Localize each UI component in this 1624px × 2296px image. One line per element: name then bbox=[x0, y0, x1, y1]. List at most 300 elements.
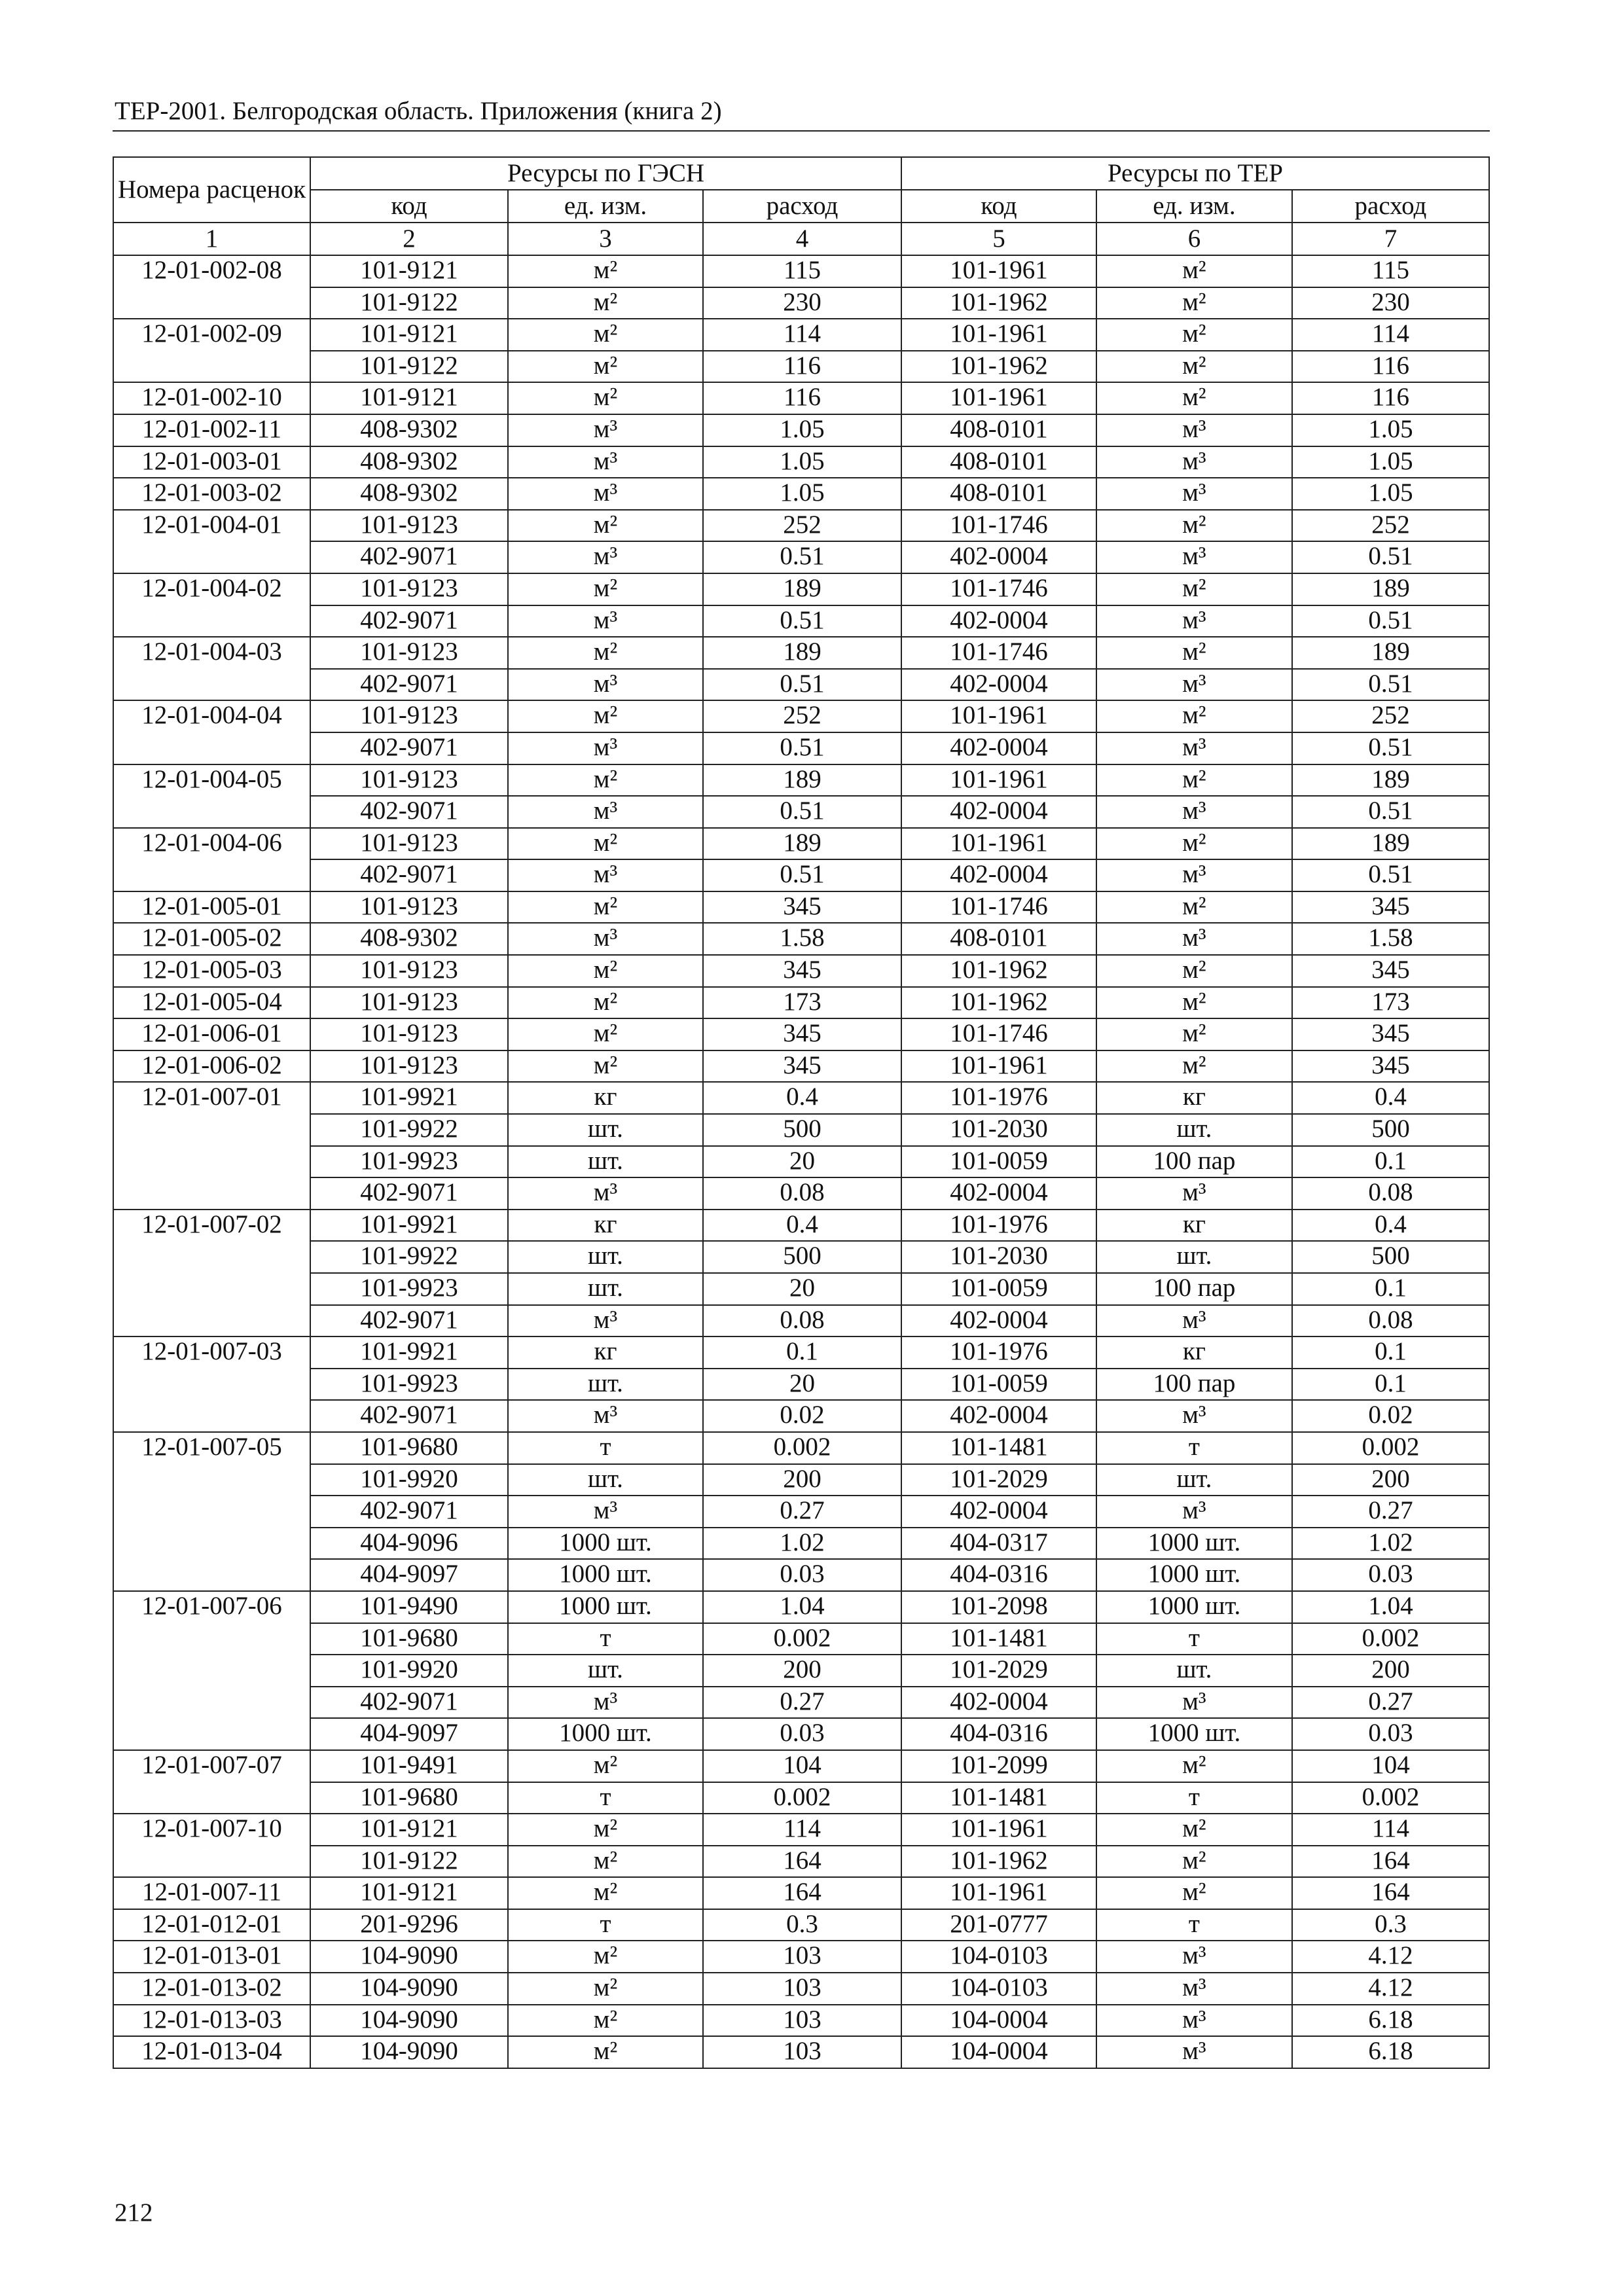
gesn-unit-cell: м³ bbox=[508, 414, 703, 446]
ter-consumption-cell: 1.04 bbox=[1292, 1591, 1489, 1623]
gesn-unit-cell: шт. bbox=[508, 1241, 703, 1273]
gesn-code-cell: 101-9123 bbox=[310, 987, 508, 1019]
gesn-consumption-cell: 345 bbox=[703, 1050, 901, 1083]
table-row bbox=[113, 1273, 1489, 1305]
gesn-unit-cell: м² bbox=[508, 891, 703, 924]
table-row bbox=[113, 1050, 1489, 1083]
gesn-unit-cell: 1000 шт. bbox=[508, 1718, 703, 1750]
rate-number: 12-01-006-02 bbox=[113, 1050, 310, 1083]
ter-code-cell: 101-1961 bbox=[901, 319, 1096, 351]
table-row bbox=[113, 351, 1489, 383]
ter-unit-cell: м² bbox=[1096, 828, 1292, 860]
gesn-unit-cell: м³ bbox=[508, 541, 703, 573]
ter-code-cell: 101-2030 bbox=[901, 1114, 1096, 1146]
ter-unit-cell: кг bbox=[1096, 1336, 1292, 1369]
ter-code-cell: 408-0101 bbox=[901, 414, 1096, 446]
gesn-consumption-cell: 20 bbox=[703, 1146, 901, 1178]
ter-unit-cell: м² bbox=[1096, 987, 1292, 1019]
ter-consumption-cell: 0.1 bbox=[1292, 1336, 1489, 1369]
gesn-consumption-cell: 189 bbox=[703, 764, 901, 797]
gesn-consumption-cell: 104 bbox=[703, 1750, 901, 1782]
ter-consumption-cell: 0.02 bbox=[1292, 1400, 1489, 1432]
ter-code-cell: 402-0004 bbox=[901, 859, 1096, 891]
table-row bbox=[113, 732, 1489, 764]
gesn-consumption-cell: 0.08 bbox=[703, 1177, 901, 1210]
table-row bbox=[113, 1623, 1489, 1655]
ter-consumption-cell: 164 bbox=[1292, 1846, 1489, 1878]
ter-unit-cell: м³ bbox=[1096, 1941, 1292, 1973]
rate-number bbox=[113, 351, 310, 383]
ter-unit-cell: м² bbox=[1096, 573, 1292, 605]
gesn-code-cell: 101-9123 bbox=[310, 1018, 508, 1050]
gesn-unit-cell: кг bbox=[508, 1210, 703, 1242]
ter-code-cell: 101-2029 bbox=[901, 1464, 1096, 1496]
ter-consumption-cell: 189 bbox=[1292, 764, 1489, 797]
gesn-consumption-cell: 1.58 bbox=[703, 923, 901, 955]
gesn-code-cell: 404-9096 bbox=[310, 1528, 508, 1560]
gesn-code-cell: 101-9121 bbox=[310, 319, 508, 351]
gesn-code-header: код bbox=[310, 190, 508, 223]
ter-unit-cell: м² bbox=[1096, 319, 1292, 351]
ter-unit-cell: шт. bbox=[1096, 1464, 1292, 1496]
ter-code-header: код bbox=[901, 190, 1096, 223]
ter-consumption-cell: 0.002 bbox=[1292, 1623, 1489, 1655]
ter-unit-cell: т bbox=[1096, 1623, 1292, 1655]
ter-consumption-cell: 345 bbox=[1292, 1050, 1489, 1083]
rate-number: 12-01-004-04 bbox=[113, 700, 310, 732]
rate-number: 12-01-007-11 bbox=[113, 1877, 310, 1909]
gesn-code-cell: 402-9071 bbox=[310, 1400, 508, 1432]
gesn-consumption-cell: 189 bbox=[703, 828, 901, 860]
ter-unit-cell: м³ bbox=[1096, 1973, 1292, 2005]
gesn-consumption-cell: 0.51 bbox=[703, 541, 901, 573]
rate-number: 12-01-007-03 bbox=[113, 1336, 310, 1369]
ter-unit-header: ед. изм. bbox=[1096, 190, 1292, 223]
ter-consumption-cell: 114 bbox=[1292, 1814, 1489, 1846]
ter-unit-cell: м² bbox=[1096, 255, 1292, 287]
ter-unit-cell: м³ bbox=[1096, 1305, 1292, 1337]
table-row bbox=[113, 478, 1489, 510]
ter-unit-cell: кг bbox=[1096, 1082, 1292, 1114]
gesn-unit-cell: м² bbox=[508, 1973, 703, 2005]
rate-number: 12-01-006-01 bbox=[113, 1018, 310, 1050]
gesn-consumption-cell: 103 bbox=[703, 2005, 901, 2037]
ter-code-cell: 101-1976 bbox=[901, 1210, 1096, 1242]
ter-code-cell: 101-1961 bbox=[901, 1050, 1096, 1083]
ter-consumption-cell: 0.002 bbox=[1292, 1782, 1489, 1814]
gesn-consumption-cell: 0.27 bbox=[703, 1496, 901, 1528]
ter-unit-cell: м² bbox=[1096, 891, 1292, 924]
ter-unit-cell: м³ bbox=[1096, 414, 1292, 446]
ter-unit-cell: шт. bbox=[1096, 1114, 1292, 1146]
table-row bbox=[113, 859, 1489, 891]
gesn-consumption-cell: 252 bbox=[703, 510, 901, 542]
table-row bbox=[113, 1400, 1489, 1432]
gesn-unit-cell: т bbox=[508, 1909, 703, 1941]
column-number: 7 bbox=[1292, 223, 1489, 255]
gesn-code-cell: 101-9123 bbox=[310, 637, 508, 669]
ter-consumption-cell: 230 bbox=[1292, 287, 1489, 319]
ter-code-cell: 402-0004 bbox=[901, 1687, 1096, 1719]
ter-unit-cell: м³ bbox=[1096, 605, 1292, 637]
table-row bbox=[113, 414, 1489, 446]
ter-code-cell: 101-1976 bbox=[901, 1082, 1096, 1114]
ter-unit-cell: м³ bbox=[1096, 859, 1292, 891]
ter-code-cell: 101-1481 bbox=[901, 1782, 1096, 1814]
rate-number bbox=[113, 1528, 310, 1560]
ter-code-cell: 101-2030 bbox=[901, 1241, 1096, 1273]
table-row bbox=[113, 510, 1489, 542]
ter-unit-cell: м³ bbox=[1096, 732, 1292, 764]
table-row bbox=[113, 1814, 1489, 1846]
gesn-consumption-cell: 345 bbox=[703, 891, 901, 924]
ter-code-cell: 101-1961 bbox=[901, 1877, 1096, 1909]
ter-code-cell: 402-0004 bbox=[901, 1177, 1096, 1210]
ter-code-cell: 408-0101 bbox=[901, 478, 1096, 510]
ter-unit-cell: шт. bbox=[1096, 1241, 1292, 1273]
ter-code-cell: 402-0004 bbox=[901, 1400, 1096, 1432]
column-number: 4 bbox=[703, 223, 901, 255]
gesn-unit-cell: м³ bbox=[508, 669, 703, 701]
gesn-unit-cell: м³ bbox=[508, 605, 703, 637]
rate-number bbox=[113, 1655, 310, 1687]
table-row bbox=[113, 987, 1489, 1019]
gesn-code-cell: 101-9922 bbox=[310, 1114, 508, 1146]
gesn-consumption-cell: 0.002 bbox=[703, 1623, 901, 1655]
rate-number bbox=[113, 1559, 310, 1591]
ter-consumption-cell: 189 bbox=[1292, 573, 1489, 605]
ter-consumption-cell: 0.4 bbox=[1292, 1210, 1489, 1242]
running-header: ТЕР-2001. Белгородская область. Приложения (книга 2) bbox=[115, 97, 722, 125]
gesn-consumption-cell: 0.08 bbox=[703, 1305, 901, 1337]
ter-code-cell: 101-1962 bbox=[901, 287, 1096, 319]
ter-unit-cell: м² bbox=[1096, 351, 1292, 383]
gesn-unit-cell: м² bbox=[508, 2036, 703, 2068]
ter-consumption-cell: 0.51 bbox=[1292, 796, 1489, 828]
table-row bbox=[113, 1464, 1489, 1496]
column-number: 3 bbox=[508, 223, 703, 255]
gesn-unit-cell: т bbox=[508, 1432, 703, 1464]
gesn-consumption-cell: 0.002 bbox=[703, 1432, 901, 1464]
gesn-code-cell: 101-9123 bbox=[310, 573, 508, 605]
gesn-consumption-cell: 200 bbox=[703, 1464, 901, 1496]
table-row bbox=[113, 891, 1489, 924]
ter-consumption-cell: 500 bbox=[1292, 1114, 1489, 1146]
ter-consumption-cell: 104 bbox=[1292, 1750, 1489, 1782]
rate-number: 12-01-004-05 bbox=[113, 764, 310, 797]
ter-unit-cell: 100 пар bbox=[1096, 1146, 1292, 1178]
table-row bbox=[113, 605, 1489, 637]
gesn-unit-cell: м³ bbox=[508, 1177, 703, 1210]
gesn-unit-cell: м² bbox=[508, 255, 703, 287]
gesn-code-cell: 402-9071 bbox=[310, 541, 508, 573]
rate-number: 12-01-013-01 bbox=[113, 1941, 310, 1973]
table-row bbox=[113, 1591, 1489, 1623]
ter-unit-cell: м³ bbox=[1096, 796, 1292, 828]
rate-number: 12-01-007-07 bbox=[113, 1750, 310, 1782]
ter-consumption-cell: 6.18 bbox=[1292, 2005, 1489, 2037]
ter-unit-cell: м³ bbox=[1096, 478, 1292, 510]
table-row bbox=[113, 700, 1489, 732]
gesn-code-cell: 101-9680 bbox=[310, 1623, 508, 1655]
ter-code-cell: 101-1961 bbox=[901, 1814, 1096, 1846]
ter-code-cell: 101-1481 bbox=[901, 1623, 1096, 1655]
gesn-code-cell: 101-9923 bbox=[310, 1273, 508, 1305]
ter-code-cell: 101-1746 bbox=[901, 1018, 1096, 1050]
ter-code-cell: 402-0004 bbox=[901, 1305, 1096, 1337]
gesn-unit-cell: шт. bbox=[508, 1369, 703, 1401]
rate-number bbox=[113, 669, 310, 701]
gesn-consumption-cell: 0.27 bbox=[703, 1687, 901, 1719]
ter-consumption-cell: 200 bbox=[1292, 1655, 1489, 1687]
gesn-consumption-cell: 0.51 bbox=[703, 732, 901, 764]
gesn-code-cell: 408-9302 bbox=[310, 414, 508, 446]
gesn-code-cell: 101-9123 bbox=[310, 828, 508, 860]
gesn-code-cell: 104-9090 bbox=[310, 2036, 508, 2068]
gesn-consumption-cell: 116 bbox=[703, 382, 901, 414]
gesn-code-cell: 408-9302 bbox=[310, 446, 508, 478]
gesn-consumption-cell: 0.1 bbox=[703, 1336, 901, 1369]
ter-code-cell: 101-1962 bbox=[901, 987, 1096, 1019]
ter-consumption-cell: 0.08 bbox=[1292, 1305, 1489, 1337]
gesn-consumption-cell: 0.51 bbox=[703, 859, 901, 891]
ter-consumption-cell: 200 bbox=[1292, 1464, 1489, 1496]
gesn-consumption-cell: 103 bbox=[703, 1941, 901, 1973]
gesn-consumption-cell: 173 bbox=[703, 987, 901, 1019]
table-row bbox=[113, 1973, 1489, 2005]
rate-number bbox=[113, 1782, 310, 1814]
ter-code-cell: 101-1746 bbox=[901, 891, 1096, 924]
table-row bbox=[113, 382, 1489, 414]
gesn-consumption-cell: 500 bbox=[703, 1114, 901, 1146]
ter-consumption-cell: 0.51 bbox=[1292, 732, 1489, 764]
gesn-unit-cell: м² bbox=[508, 319, 703, 351]
gesn-unit-cell: кг bbox=[508, 1336, 703, 1369]
gesn-code-cell: 408-9302 bbox=[310, 923, 508, 955]
gesn-consumption-cell: 0.51 bbox=[703, 669, 901, 701]
gesn-unit-cell: м³ bbox=[508, 1305, 703, 1337]
table-row bbox=[113, 1305, 1489, 1337]
gesn-code-cell: 101-9123 bbox=[310, 764, 508, 797]
ter-code-cell: 101-2099 bbox=[901, 1750, 1096, 1782]
ter-unit-cell: 1000 шт. bbox=[1096, 1718, 1292, 1750]
gesn-unit-cell: м² bbox=[508, 573, 703, 605]
gesn-unit-cell: м² bbox=[508, 382, 703, 414]
ter-consumption-cell: 4.12 bbox=[1292, 1973, 1489, 2005]
gesn-consumption-cell: 345 bbox=[703, 1018, 901, 1050]
ter-unit-cell: м² bbox=[1096, 287, 1292, 319]
ter-unit-cell: м³ bbox=[1096, 923, 1292, 955]
gesn-code-cell: 402-9071 bbox=[310, 796, 508, 828]
table-row bbox=[113, 1846, 1489, 1878]
gesn-consumption-cell: 103 bbox=[703, 1973, 901, 2005]
gesn-unit-cell: 1000 шт. bbox=[508, 1528, 703, 1560]
rate-number bbox=[113, 605, 310, 637]
gesn-consumption-cell: 114 bbox=[703, 319, 901, 351]
ter-code-cell: 402-0004 bbox=[901, 796, 1096, 828]
gesn-consumption-cell: 0.3 bbox=[703, 1909, 901, 1941]
gesn-unit-cell: м² bbox=[508, 2005, 703, 2037]
gesn-unit-cell: м² bbox=[508, 1877, 703, 1909]
gesn-code-cell: 104-9090 bbox=[310, 2005, 508, 2037]
ter-consumption-cell: 345 bbox=[1292, 891, 1489, 924]
ter-consumption-cell: 4.12 bbox=[1292, 1941, 1489, 1973]
gesn-consumption-cell: 0.51 bbox=[703, 605, 901, 637]
gesn-code-cell: 101-9921 bbox=[310, 1210, 508, 1242]
ter-unit-cell: м² bbox=[1096, 1846, 1292, 1878]
rate-number bbox=[113, 732, 310, 764]
gesn-code-cell: 101-9490 bbox=[310, 1591, 508, 1623]
ter-group-header: Ресурсы по ТЕР bbox=[901, 157, 1489, 190]
gesn-consumption-cell: 116 bbox=[703, 351, 901, 383]
gesn-code-cell: 408-9302 bbox=[310, 478, 508, 510]
gesn-unit-cell: м² bbox=[508, 1846, 703, 1878]
gesn-unit-cell: м³ bbox=[508, 923, 703, 955]
ter-unit-cell: м² bbox=[1096, 700, 1292, 732]
table-row bbox=[113, 1877, 1489, 1909]
gesn-consumption-cell: 200 bbox=[703, 1655, 901, 1687]
gesn-consumption-cell: 500 bbox=[703, 1241, 901, 1273]
ter-unit-cell: м² bbox=[1096, 382, 1292, 414]
rate-number bbox=[113, 1496, 310, 1528]
ter-consumption-cell: 0.1 bbox=[1292, 1146, 1489, 1178]
ter-unit-cell: м² bbox=[1096, 955, 1292, 987]
rate-number bbox=[113, 1273, 310, 1305]
gesn-code-cell: 101-9122 bbox=[310, 1846, 508, 1878]
gesn-consumption-cell: 0.4 bbox=[703, 1082, 901, 1114]
gesn-unit-cell: м³ bbox=[508, 1400, 703, 1432]
table-row bbox=[113, 1336, 1489, 1369]
gesn-code-cell: 104-9090 bbox=[310, 1941, 508, 1973]
gesn-consumption-cell: 164 bbox=[703, 1846, 901, 1878]
gesn-code-cell: 101-9920 bbox=[310, 1655, 508, 1687]
gesn-unit-cell: шт. bbox=[508, 1273, 703, 1305]
ter-code-cell: 101-0059 bbox=[901, 1273, 1096, 1305]
gesn-unit-cell: шт. bbox=[508, 1464, 703, 1496]
ter-code-cell: 101-1962 bbox=[901, 351, 1096, 383]
table-row bbox=[113, 1687, 1489, 1719]
ter-consumption-cell: 116 bbox=[1292, 382, 1489, 414]
ter-code-cell: 101-1976 bbox=[901, 1336, 1096, 1369]
gesn-unit-cell: м² bbox=[508, 287, 703, 319]
rate-number: 12-01-007-06 bbox=[113, 1591, 310, 1623]
ter-consumption-cell: 345 bbox=[1292, 955, 1489, 987]
gesn-unit-cell: м³ bbox=[508, 732, 703, 764]
ter-consumption-cell: 0.03 bbox=[1292, 1718, 1489, 1750]
gesn-consumption-cell: 1.04 bbox=[703, 1591, 901, 1623]
ter-code-cell: 101-2029 bbox=[901, 1655, 1096, 1687]
table-row bbox=[113, 1559, 1489, 1591]
table-row bbox=[113, 669, 1489, 701]
ter-consumption-cell: 1.58 bbox=[1292, 923, 1489, 955]
table-row bbox=[113, 1941, 1489, 1973]
gesn-unit-cell: м³ bbox=[508, 1496, 703, 1528]
header-rule bbox=[113, 130, 1490, 132]
ter-code-cell: 104-0004 bbox=[901, 2036, 1096, 2068]
rate-number bbox=[113, 1846, 310, 1878]
ter-code-cell: 101-1961 bbox=[901, 828, 1096, 860]
ter-unit-cell: м² bbox=[1096, 1050, 1292, 1083]
gesn-consumption-cell: 20 bbox=[703, 1369, 901, 1401]
gesn-code-cell: 101-9921 bbox=[310, 1336, 508, 1369]
ter-unit-cell: шт. bbox=[1096, 1655, 1292, 1687]
gesn-code-cell: 101-9923 bbox=[310, 1146, 508, 1178]
gesn-unit-cell: м² bbox=[508, 510, 703, 542]
table-row bbox=[113, 1146, 1489, 1178]
rate-number: 12-01-003-01 bbox=[113, 446, 310, 478]
ter-code-cell: 101-1746 bbox=[901, 573, 1096, 605]
gesn-unit-cell: м³ bbox=[508, 478, 703, 510]
ter-consumption-cell: 0.27 bbox=[1292, 1687, 1489, 1719]
ter-unit-cell: м³ bbox=[1096, 541, 1292, 573]
gesn-unit-cell: м³ bbox=[508, 446, 703, 478]
gesn-code-cell: 101-9123 bbox=[310, 955, 508, 987]
gesn-consumption-cell: 0.002 bbox=[703, 1782, 901, 1814]
gesn-consumption-cell: 20 bbox=[703, 1273, 901, 1305]
rate-number: 12-01-002-09 bbox=[113, 319, 310, 351]
ter-code-cell: 402-0004 bbox=[901, 732, 1096, 764]
ter-code-cell: 101-1481 bbox=[901, 1432, 1096, 1464]
ter-consumption-cell: 164 bbox=[1292, 1877, 1489, 1909]
ter-consumption-cell: 0.51 bbox=[1292, 541, 1489, 573]
ter-unit-cell: 1000 шт. bbox=[1096, 1591, 1292, 1623]
ter-unit-cell: т bbox=[1096, 1782, 1292, 1814]
gesn-unit-cell: м² bbox=[508, 987, 703, 1019]
rate-number: 12-01-002-10 bbox=[113, 382, 310, 414]
rates-column-header: Номера расценок bbox=[113, 157, 310, 223]
ter-code-cell: 101-1961 bbox=[901, 382, 1096, 414]
gesn-unit-cell: м³ bbox=[508, 796, 703, 828]
gesn-code-cell: 402-9071 bbox=[310, 732, 508, 764]
table-row bbox=[113, 828, 1489, 860]
ter-code-cell: 404-0316 bbox=[901, 1718, 1096, 1750]
table-row bbox=[113, 1177, 1489, 1210]
rate-number bbox=[113, 1718, 310, 1750]
gesn-unit-cell: т bbox=[508, 1623, 703, 1655]
rate-number: 12-01-002-08 bbox=[113, 255, 310, 287]
gesn-consumption-cell: 252 bbox=[703, 700, 901, 732]
table-row bbox=[113, 541, 1489, 573]
ter-consumption-cell: 252 bbox=[1292, 510, 1489, 542]
table-row bbox=[113, 923, 1489, 955]
gesn-unit-cell: м² bbox=[508, 955, 703, 987]
gesn-group-header: Ресурсы по ГЭСН bbox=[310, 157, 901, 190]
gesn-code-cell: 101-9491 bbox=[310, 1750, 508, 1782]
ter-code-cell: 104-0103 bbox=[901, 1941, 1096, 1973]
gesn-unit-cell: м² bbox=[508, 1941, 703, 1973]
rate-number: 12-01-012-01 bbox=[113, 1909, 310, 1941]
table-row bbox=[113, 2005, 1489, 2037]
ter-consumption-cell: 1.05 bbox=[1292, 478, 1489, 510]
gesn-code-cell: 101-9122 bbox=[310, 351, 508, 383]
gesn-code-cell: 101-9680 bbox=[310, 1782, 508, 1814]
rate-number bbox=[113, 1114, 310, 1146]
ter-code-cell: 101-1961 bbox=[901, 700, 1096, 732]
ter-code-cell: 408-0101 bbox=[901, 923, 1096, 955]
ter-code-cell: 104-0004 bbox=[901, 2005, 1096, 2037]
gesn-consumption-cell: 345 bbox=[703, 955, 901, 987]
gesn-code-cell: 101-9920 bbox=[310, 1464, 508, 1496]
table-row bbox=[113, 637, 1489, 669]
ter-unit-cell: м² bbox=[1096, 764, 1292, 797]
ter-unit-cell: м² bbox=[1096, 1814, 1292, 1846]
gesn-code-cell: 101-9123 bbox=[310, 700, 508, 732]
gesn-unit-header: ед. изм. bbox=[508, 190, 703, 223]
rate-number: 12-01-004-06 bbox=[113, 828, 310, 860]
table-row bbox=[113, 2036, 1489, 2068]
ter-code-cell: 101-1746 bbox=[901, 510, 1096, 542]
gesn-code-cell: 101-9923 bbox=[310, 1369, 508, 1401]
